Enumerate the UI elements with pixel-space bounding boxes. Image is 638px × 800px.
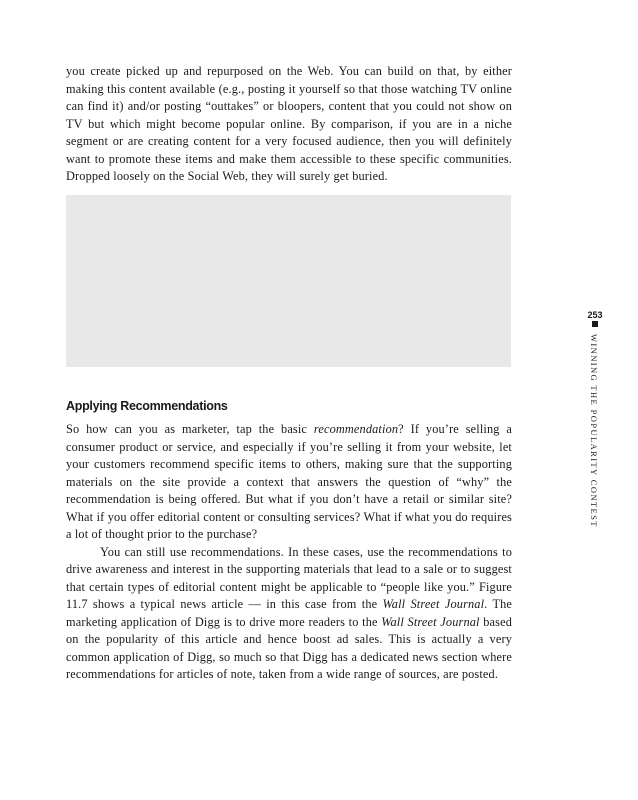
paragraph-2-text-b: . The marketing application of Digg is to drive more readers to the <box>66 597 513 629</box>
square-bullet-icon <box>592 321 598 327</box>
paragraph-1-text-b: ? If you’re selling a consumer product or service, and especially if you’re selling it from your website, let your customers recommend specific items to others, making sure that the supporting materials on the site provide a context that answers the question of “why” the recommendation is being offered. But what if you don’t have a retail or similar site? What if you offer editorial content or consulting services? What if what you do requires a lot of thought prior to the purchase? <box>66 422 513 541</box>
section-heading: Applying Recommendations <box>66 399 228 413</box>
paragraph-1 <box>66 421 512 544</box>
paragraph-2-text-a: You can still use recommendations. In these cases, use the recommendations to drive awareness and interest in the supporting materials that lead to a sale or to suggest that certain types of editorial content might be applicable to “people like you.” Figure 11.7 shows a typical news article — in this case from the <box>66 544 512 611</box>
paragraph-2-text-c: based on the popularity of this article and hence boost ad sales. This is actually a very common application of Digg, so much so that Digg has a dedicated news section where recommendations for articles of note, taken from a wide range of sources, are posted. <box>66 614 512 681</box>
page-number: 253 <box>587 310 603 320</box>
figure-placeholder <box>66 195 511 367</box>
running-head: WINNING THE POPULARITY CONTEST <box>589 334 599 528</box>
intro-paragraph: you create picked up and repurposed on the Web. You can build on that, by either making this content available (e.g., posting it yourself so that those watching TV online can find it) and/or posting “outtakes” or bloopers, content that you could not show on TV but which might become popular online. By comparison, if you are in a niche segment or are creating content for a very focused audience, then you will definitely want to promote these items and make them accessible to these specific communities. Dropped loosely on the Social Web, they will surely get buried. <box>66 64 512 183</box>
section-body <box>66 421 512 684</box>
paragraph-2 <box>66 544 512 684</box>
paragraph-1-emphasis: recommendation <box>313 422 399 436</box>
paragraph-2-emphasis-2: Wall Street Journal <box>381 614 480 629</box>
intro-text-block <box>66 63 512 186</box>
paragraph-2-emphasis-1: Wall Street Journal <box>382 597 485 611</box>
paragraph-1-text-a: So how can you as marketer, tap the basic <box>66 422 314 436</box>
